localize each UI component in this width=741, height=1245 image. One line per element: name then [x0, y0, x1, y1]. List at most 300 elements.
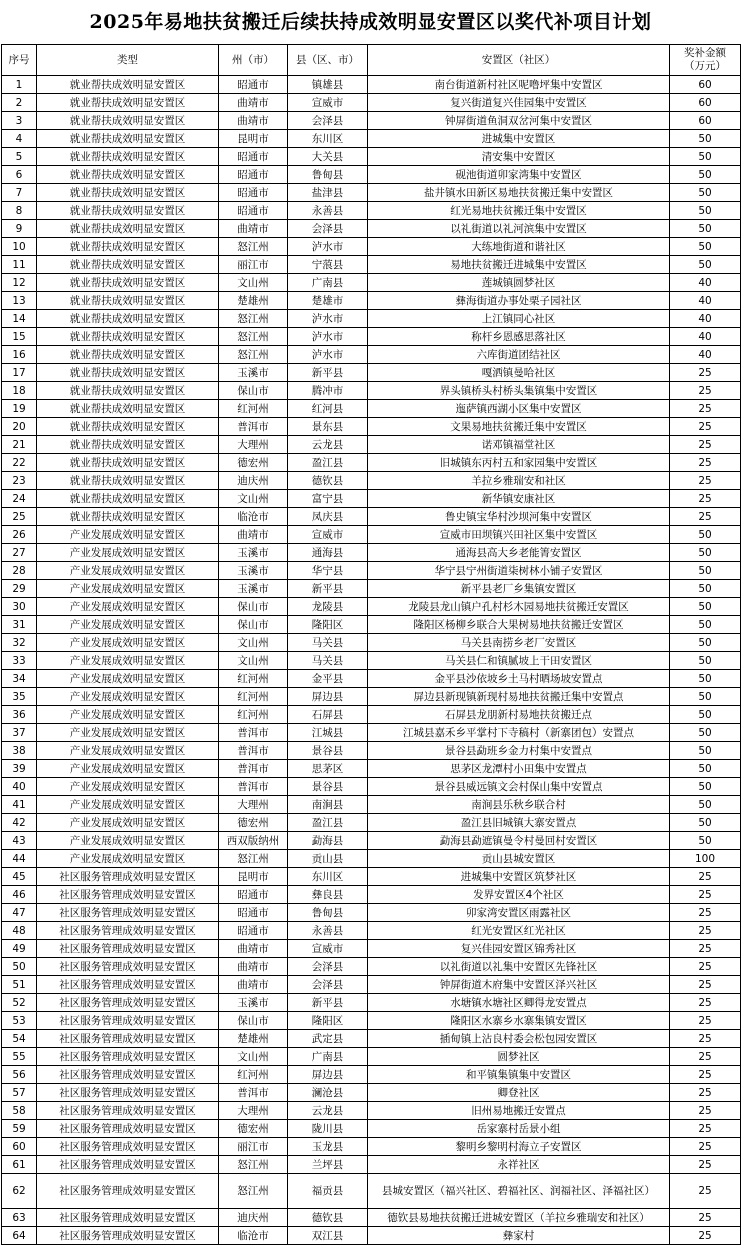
- cell-seq: 51: [2, 976, 37, 994]
- cell-type: 社区服务管理成效明显安置区: [37, 1209, 219, 1227]
- cell-seq: 60: [2, 1138, 37, 1156]
- cell-prefecture: 普洱市: [219, 760, 288, 778]
- cell-site: 文果易地扶贫搬迁集中安置区: [368, 418, 670, 436]
- header-amount-line1: 奖补金额: [684, 47, 726, 59]
- cell-amount: 25: [670, 1012, 741, 1030]
- table-row: [2, 184, 741, 202]
- table-row: [2, 1227, 741, 1245]
- cell-seq: 17: [2, 364, 37, 382]
- cell-county: 红河县: [288, 400, 368, 418]
- cell-type: 产业发展成效明显安置区: [37, 634, 219, 652]
- cell-seq: 28: [2, 562, 37, 580]
- cell-county: 会泽县: [288, 112, 368, 130]
- cell-type: 就业帮扶成效明显安置区: [37, 256, 219, 274]
- cell-amount: 25: [670, 1066, 741, 1084]
- cell-type: 社区服务管理成效明显安置区: [37, 1227, 219, 1245]
- cell-site: 景谷县威远镇文会村保山集中安置点: [368, 778, 670, 796]
- cell-prefecture: 曲靖市: [219, 94, 288, 112]
- cell-amount: 50: [670, 616, 741, 634]
- cell-site: 南台街道新村社区呢噜坪集中安置区: [368, 76, 670, 94]
- cell-county: 会泽县: [288, 958, 368, 976]
- cell-site: 六库街道团结社区: [368, 346, 670, 364]
- cell-seq: 56: [2, 1066, 37, 1084]
- cell-prefecture: 文山州: [219, 274, 288, 292]
- cell-type: 社区服务管理成效明显安置区: [37, 1138, 219, 1156]
- cell-prefecture: 玉溪市: [219, 994, 288, 1012]
- cell-seq: 27: [2, 544, 37, 562]
- cell-type: 产业发展成效明显安置区: [37, 796, 219, 814]
- cell-amount: 60: [670, 112, 741, 130]
- cell-amount: 50: [670, 580, 741, 598]
- cell-type: 就业帮扶成效明显安置区: [37, 436, 219, 454]
- cell-amount: 50: [670, 742, 741, 760]
- table-row: [2, 436, 741, 454]
- cell-type: 社区服务管理成效明显安置区: [37, 868, 219, 886]
- cell-prefecture: 普洱市: [219, 1084, 288, 1102]
- cell-type: 就业帮扶成效明显安置区: [37, 94, 219, 112]
- cell-type: 就业帮扶成效明显安置区: [37, 76, 219, 94]
- cell-prefecture: 怒江州: [219, 346, 288, 364]
- cell-county: 景谷县: [288, 742, 368, 760]
- cell-site: 旧州易地搬迁安置点: [368, 1102, 670, 1120]
- cell-type: 产业发展成效明显安置区: [37, 652, 219, 670]
- table-row: [2, 148, 741, 166]
- cell-type: 就业帮扶成效明显安置区: [37, 238, 219, 256]
- table-row: [2, 760, 741, 778]
- cell-amount: 50: [670, 598, 741, 616]
- cell-amount: 25: [670, 364, 741, 382]
- cell-county: 兰坪县: [288, 1156, 368, 1174]
- cell-prefecture: 玉溪市: [219, 562, 288, 580]
- cell-amount: 25: [670, 1138, 741, 1156]
- cell-amount: 25: [670, 958, 741, 976]
- cell-prefecture: 迪庆州: [219, 472, 288, 490]
- cell-site: 隆阳区杨柳乡联合大果树易地扶贫搬迁安置区: [368, 616, 670, 634]
- cell-type: 社区服务管理成效明显安置区: [37, 1048, 219, 1066]
- cell-type: 社区服务管理成效明显安置区: [37, 1156, 219, 1174]
- cell-amount: 50: [670, 148, 741, 166]
- table-row: [2, 580, 741, 598]
- cell-type: 产业发展成效明显安置区: [37, 544, 219, 562]
- cell-amount: 50: [670, 724, 741, 742]
- cell-amount: 50: [670, 778, 741, 796]
- cell-type: 就业帮扶成效明显安置区: [37, 274, 219, 292]
- cell-seq: 64: [2, 1227, 37, 1245]
- cell-prefecture: 保山市: [219, 598, 288, 616]
- cell-seq: 42: [2, 814, 37, 832]
- cell-type: 产业发展成效明显安置区: [37, 706, 219, 724]
- cell-amount: 25: [670, 436, 741, 454]
- cell-prefecture: 楚雄州: [219, 292, 288, 310]
- cell-prefecture: 普洱市: [219, 778, 288, 796]
- cell-type: 就业帮扶成效明显安置区: [37, 220, 219, 238]
- table-row: [2, 634, 741, 652]
- cell-seq: 48: [2, 922, 37, 940]
- cell-type: 社区服务管理成效明显安置区: [37, 958, 219, 976]
- cell-amount: 25: [670, 1156, 741, 1174]
- cell-site: 清安集中安置区: [368, 148, 670, 166]
- cell-type: 社区服务管理成效明显安置区: [37, 994, 219, 1012]
- cell-amount: 50: [670, 166, 741, 184]
- table-row: [2, 742, 741, 760]
- cell-type: 就业帮扶成效明显安置区: [37, 112, 219, 130]
- cell-prefecture: 临沧市: [219, 508, 288, 526]
- cell-seq: 36: [2, 706, 37, 724]
- cell-amount: 50: [670, 706, 741, 724]
- cell-type: 就业帮扶成效明显安置区: [37, 508, 219, 526]
- cell-county: 金平县: [288, 670, 368, 688]
- cell-seq: 14: [2, 310, 37, 328]
- cell-site: 红光易地扶贫搬迁集中安置区: [368, 202, 670, 220]
- cell-prefecture: 大理州: [219, 436, 288, 454]
- cell-site: 通海县高大乡老能箐安置区: [368, 544, 670, 562]
- cell-site: 马关县仁和镇腻坡上干田安置区: [368, 652, 670, 670]
- cell-seq: 54: [2, 1030, 37, 1048]
- cell-seq: 15: [2, 328, 37, 346]
- cell-type: 产业发展成效明显安置区: [37, 814, 219, 832]
- table-body: [2, 76, 741, 1245]
- table-row: [2, 940, 741, 958]
- cell-county: 东川区: [288, 130, 368, 148]
- header-row: [2, 45, 741, 76]
- cell-site: 大练地街道和谐社区: [368, 238, 670, 256]
- cell-seq: 18: [2, 382, 37, 400]
- cell-type: 就业帮扶成效明显安置区: [37, 292, 219, 310]
- cell-seq: 30: [2, 598, 37, 616]
- cell-county: 德钦县: [288, 472, 368, 490]
- cell-seq: 19: [2, 400, 37, 418]
- cell-site: 砚池街道卯家湾集中安置区: [368, 166, 670, 184]
- cell-site: 诺邓镇福堂社区: [368, 436, 670, 454]
- header-amount: [670, 45, 741, 76]
- table-row: [2, 706, 741, 724]
- cell-seq: 5: [2, 148, 37, 166]
- cell-site: 南涧县乐秋乡联合村: [368, 796, 670, 814]
- cell-county: 会泽县: [288, 220, 368, 238]
- cell-site: 贡山县城安置区: [368, 850, 670, 868]
- table-row: [2, 1066, 741, 1084]
- table-row: [2, 454, 741, 472]
- table-row: [2, 310, 741, 328]
- table-row: [2, 364, 741, 382]
- cell-type: 产业发展成效明显安置区: [37, 742, 219, 760]
- table-row: [2, 166, 741, 184]
- cell-prefecture: 昭通市: [219, 922, 288, 940]
- table-row: [2, 274, 741, 292]
- cell-county: 宣威市: [288, 940, 368, 958]
- cell-type: 产业发展成效明显安置区: [37, 832, 219, 850]
- table-row: [2, 292, 741, 310]
- cell-prefecture: 曲靖市: [219, 958, 288, 976]
- cell-prefecture: 昭通市: [219, 166, 288, 184]
- cell-type: 社区服务管理成效明显安置区: [37, 1084, 219, 1102]
- cell-county: 大关县: [288, 148, 368, 166]
- cell-site: 彝海街道办事处栗子园社区: [368, 292, 670, 310]
- cell-prefecture: 怒江州: [219, 1156, 288, 1174]
- cell-site: 黎明乡黎明村海立子安置区: [368, 1138, 670, 1156]
- cell-type: 产业发展成效明显安置区: [37, 562, 219, 580]
- cell-county: 盐津县: [288, 184, 368, 202]
- cell-seq: 40: [2, 778, 37, 796]
- cell-type: 就业帮扶成效明显安置区: [37, 310, 219, 328]
- cell-type: 产业发展成效明显安置区: [37, 580, 219, 598]
- cell-prefecture: 怒江州: [219, 310, 288, 328]
- cell-seq: 45: [2, 868, 37, 886]
- cell-prefecture: 曲靖市: [219, 940, 288, 958]
- table-row: [2, 202, 741, 220]
- cell-seq: 63: [2, 1209, 37, 1227]
- cell-county: 彝良县: [288, 886, 368, 904]
- cell-amount: 25: [670, 1174, 741, 1209]
- cell-prefecture: 昭通市: [219, 886, 288, 904]
- cell-amount: 60: [670, 94, 741, 112]
- cell-type: 社区服务管理成效明显安置区: [37, 904, 219, 922]
- table-row: [2, 904, 741, 922]
- cell-site: 发界安置区4个社区: [368, 886, 670, 904]
- table-row: [2, 382, 741, 400]
- cell-seq: 50: [2, 958, 37, 976]
- cell-county: 华宁县: [288, 562, 368, 580]
- cell-prefecture: 昭通市: [219, 904, 288, 922]
- cell-prefecture: 红河州: [219, 706, 288, 724]
- cell-type: 产业发展成效明显安置区: [37, 760, 219, 778]
- cell-type: 就业帮扶成效明显安置区: [37, 490, 219, 508]
- cell-type: 社区服务管理成效明显安置区: [37, 886, 219, 904]
- cell-county: 景谷县: [288, 778, 368, 796]
- cell-site: 上江镇同心社区: [368, 310, 670, 328]
- cell-amount: 25: [670, 454, 741, 472]
- cell-seq: 59: [2, 1120, 37, 1138]
- cell-seq: 38: [2, 742, 37, 760]
- cell-prefecture: 保山市: [219, 382, 288, 400]
- cell-site: 卯家湾安置区雨露社区: [368, 904, 670, 922]
- cell-type: 就业帮扶成效明显安置区: [37, 148, 219, 166]
- table-row: [2, 112, 741, 130]
- cell-seq: 10: [2, 238, 37, 256]
- cell-prefecture: 普洱市: [219, 418, 288, 436]
- cell-amount: 50: [670, 796, 741, 814]
- cell-site: 景谷县勐班乡金力村集中安置点: [368, 742, 670, 760]
- cell-county: 楚雄市: [288, 292, 368, 310]
- cell-type: 就业帮扶成效明显安置区: [37, 328, 219, 346]
- cell-type: 就业帮扶成效明显安置区: [37, 130, 219, 148]
- cell-prefecture: 曲靖市: [219, 526, 288, 544]
- cell-county: 宁蒗县: [288, 256, 368, 274]
- cell-seq: 12: [2, 274, 37, 292]
- cell-type: 就业帮扶成效明显安置区: [37, 418, 219, 436]
- cell-site: 永祥社区: [368, 1156, 670, 1174]
- cell-site: 石屏县龙朋新村易地扶贫搬迁点: [368, 706, 670, 724]
- cell-county: 武定县: [288, 1030, 368, 1048]
- cell-prefecture: 昭通市: [219, 148, 288, 166]
- table-row: [2, 670, 741, 688]
- cell-county: 陇川县: [288, 1120, 368, 1138]
- cell-county: 屏边县: [288, 688, 368, 706]
- cell-county: 永善县: [288, 202, 368, 220]
- cell-site: 旧城镇东丙村五和家园集中安置区: [368, 454, 670, 472]
- cell-amount: 25: [670, 904, 741, 922]
- cell-county: 会泽县: [288, 976, 368, 994]
- cell-site: 红光安置区红光社区: [368, 922, 670, 940]
- cell-prefecture: 玉溪市: [219, 544, 288, 562]
- cell-type: 社区服务管理成效明显安置区: [37, 1066, 219, 1084]
- cell-county: 云龙县: [288, 436, 368, 454]
- cell-amount: 60: [670, 76, 741, 94]
- table-row: [2, 256, 741, 274]
- project-table: [1, 44, 741, 1245]
- cell-seq: 23: [2, 472, 37, 490]
- cell-type: 就业帮扶成效明显安置区: [37, 364, 219, 382]
- table-row: [2, 508, 741, 526]
- cell-site: 进城集中安置区筑梦社区: [368, 868, 670, 886]
- table-row: [2, 724, 741, 742]
- cell-county: 富宁县: [288, 490, 368, 508]
- cell-seq: 7: [2, 184, 37, 202]
- cell-prefecture: 大理州: [219, 796, 288, 814]
- cell-site: 迤萨镇西湖小区集中安置区: [368, 400, 670, 418]
- cell-type: 产业发展成效明显安置区: [37, 598, 219, 616]
- cell-type: 产业发展成效明显安置区: [37, 616, 219, 634]
- table-row: [2, 868, 741, 886]
- cell-site: 新华镇安康社区: [368, 490, 670, 508]
- cell-type: 就业帮扶成效明显安置区: [37, 202, 219, 220]
- cell-prefecture: 临沧市: [219, 1227, 288, 1245]
- cell-type: 社区服务管理成效明显安置区: [37, 976, 219, 994]
- cell-site: 插甸镇上沾良村委会松包园安置区: [368, 1030, 670, 1048]
- cell-amount: 40: [670, 328, 741, 346]
- cell-prefecture: 文山州: [219, 1048, 288, 1066]
- cell-county: 勐海县: [288, 832, 368, 850]
- table-row: [2, 652, 741, 670]
- cell-prefecture: 德宏州: [219, 1120, 288, 1138]
- cell-seq: 25: [2, 508, 37, 526]
- cell-county: 隆阳区: [288, 1012, 368, 1030]
- cell-amount: 50: [670, 202, 741, 220]
- cell-seq: 3: [2, 112, 37, 130]
- cell-county: 新平县: [288, 994, 368, 1012]
- cell-type: 就业帮扶成效明显安置区: [37, 472, 219, 490]
- cell-county: 龙陵县: [288, 598, 368, 616]
- cell-site: 金平县沙依坡乡土马村晒场坡安置点: [368, 670, 670, 688]
- table-row: [2, 778, 741, 796]
- table-row: [2, 922, 741, 940]
- cell-seq: 1: [2, 76, 37, 94]
- table-row: [2, 1012, 741, 1030]
- header-county: 县（区、市）: [288, 45, 368, 76]
- cell-site: 华宁县宁州街道柒树林小铺子安置区: [368, 562, 670, 580]
- cell-county: 福贡县: [288, 1174, 368, 1209]
- cell-prefecture: 红河州: [219, 670, 288, 688]
- cell-seq: 31: [2, 616, 37, 634]
- table-row: [2, 1209, 741, 1227]
- cell-site: 江城县嘉禾乡平掌村下寺稿村（新寨团包）安置点: [368, 724, 670, 742]
- cell-seq: 41: [2, 796, 37, 814]
- cell-county: 双江县: [288, 1227, 368, 1245]
- cell-type: 产业发展成效明显安置区: [37, 526, 219, 544]
- cell-seq: 55: [2, 1048, 37, 1066]
- cell-amount: 25: [670, 886, 741, 904]
- cell-prefecture: 迪庆州: [219, 1209, 288, 1227]
- cell-type: 产业发展成效明显安置区: [37, 670, 219, 688]
- cell-amount: 40: [670, 274, 741, 292]
- cell-county: 云龙县: [288, 1102, 368, 1120]
- cell-site: 卿登社区: [368, 1084, 670, 1102]
- cell-seq: 4: [2, 130, 37, 148]
- cell-site: 盈江县旧城镇大寨安置点: [368, 814, 670, 832]
- cell-type: 社区服务管理成效明显安置区: [37, 1174, 219, 1209]
- cell-site: 复兴佳园安置区锦秀社区: [368, 940, 670, 958]
- table-row: [2, 688, 741, 706]
- cell-prefecture: 德宏州: [219, 814, 288, 832]
- table-row: [2, 958, 741, 976]
- cell-prefecture: 玉溪市: [219, 580, 288, 598]
- cell-county: 新平县: [288, 580, 368, 598]
- cell-amount: 25: [670, 1030, 741, 1048]
- cell-amount: 50: [670, 184, 741, 202]
- cell-type: 就业帮扶成效明显安置区: [37, 400, 219, 418]
- cell-site: 水塘镇水塘社区卿得龙安置点: [368, 994, 670, 1012]
- cell-county: 泸水市: [288, 328, 368, 346]
- cell-site: 思茅区龙潭村小田集中安置点: [368, 760, 670, 778]
- cell-type: 社区服务管理成效明显安置区: [37, 1030, 219, 1048]
- cell-amount: 40: [670, 310, 741, 328]
- cell-amount: 25: [670, 1102, 741, 1120]
- cell-site: 莲城镇圆梦社区: [368, 274, 670, 292]
- cell-site: 进城集中安置区: [368, 130, 670, 148]
- table-row: [2, 490, 741, 508]
- cell-prefecture: 楚雄州: [219, 1030, 288, 1048]
- cell-seq: 47: [2, 904, 37, 922]
- table-row: [2, 598, 741, 616]
- cell-type: 社区服务管理成效明显安置区: [37, 940, 219, 958]
- cell-site: 岳家寨村岳景小组: [368, 1120, 670, 1138]
- cell-county: 广南县: [288, 1048, 368, 1066]
- cell-amount: 50: [670, 688, 741, 706]
- cell-type: 就业帮扶成效明显安置区: [37, 184, 219, 202]
- cell-site: 勐海县勐遮镇曼令村曼回村安置区: [368, 832, 670, 850]
- cell-seq: 43: [2, 832, 37, 850]
- cell-seq: 44: [2, 850, 37, 868]
- cell-county: 宣威市: [288, 94, 368, 112]
- cell-prefecture: 曲靖市: [219, 976, 288, 994]
- cell-amount: 25: [670, 508, 741, 526]
- cell-type: 就业帮扶成效明显安置区: [37, 382, 219, 400]
- cell-county: 鲁甸县: [288, 166, 368, 184]
- cell-seq: 29: [2, 580, 37, 598]
- cell-site: 易地扶贫搬迁进城集中安置区: [368, 256, 670, 274]
- table-row: [2, 886, 741, 904]
- cell-type: 就业帮扶成效明显安置区: [37, 346, 219, 364]
- table-row: [2, 220, 741, 238]
- cell-site: 盐井镇水田新区易地扶贫搬迁集中安置区: [368, 184, 670, 202]
- cell-prefecture: 红河州: [219, 400, 288, 418]
- cell-amount: 50: [670, 814, 741, 832]
- cell-seq: 6: [2, 166, 37, 184]
- cell-site: 隆阳区水寨乡水寨集镇安置区: [368, 1012, 670, 1030]
- cell-site: 德钦县易地扶贫搬迁进城安置区（羊拉乡雅瑞安和社区）: [368, 1209, 670, 1227]
- cell-prefecture: 保山市: [219, 1012, 288, 1030]
- cell-amount: 25: [670, 472, 741, 490]
- cell-site: 钟屏街道木府集中安置区泽兴社区: [368, 976, 670, 994]
- cell-county: 盈江县: [288, 454, 368, 472]
- cell-prefecture: 红河州: [219, 1066, 288, 1084]
- cell-site: 彝家村: [368, 1227, 670, 1245]
- cell-prefecture: 丽江市: [219, 1138, 288, 1156]
- cell-amount: 25: [670, 382, 741, 400]
- cell-type: 社区服务管理成效明显安置区: [37, 1012, 219, 1030]
- cell-prefecture: 文山州: [219, 634, 288, 652]
- table-row: [2, 850, 741, 868]
